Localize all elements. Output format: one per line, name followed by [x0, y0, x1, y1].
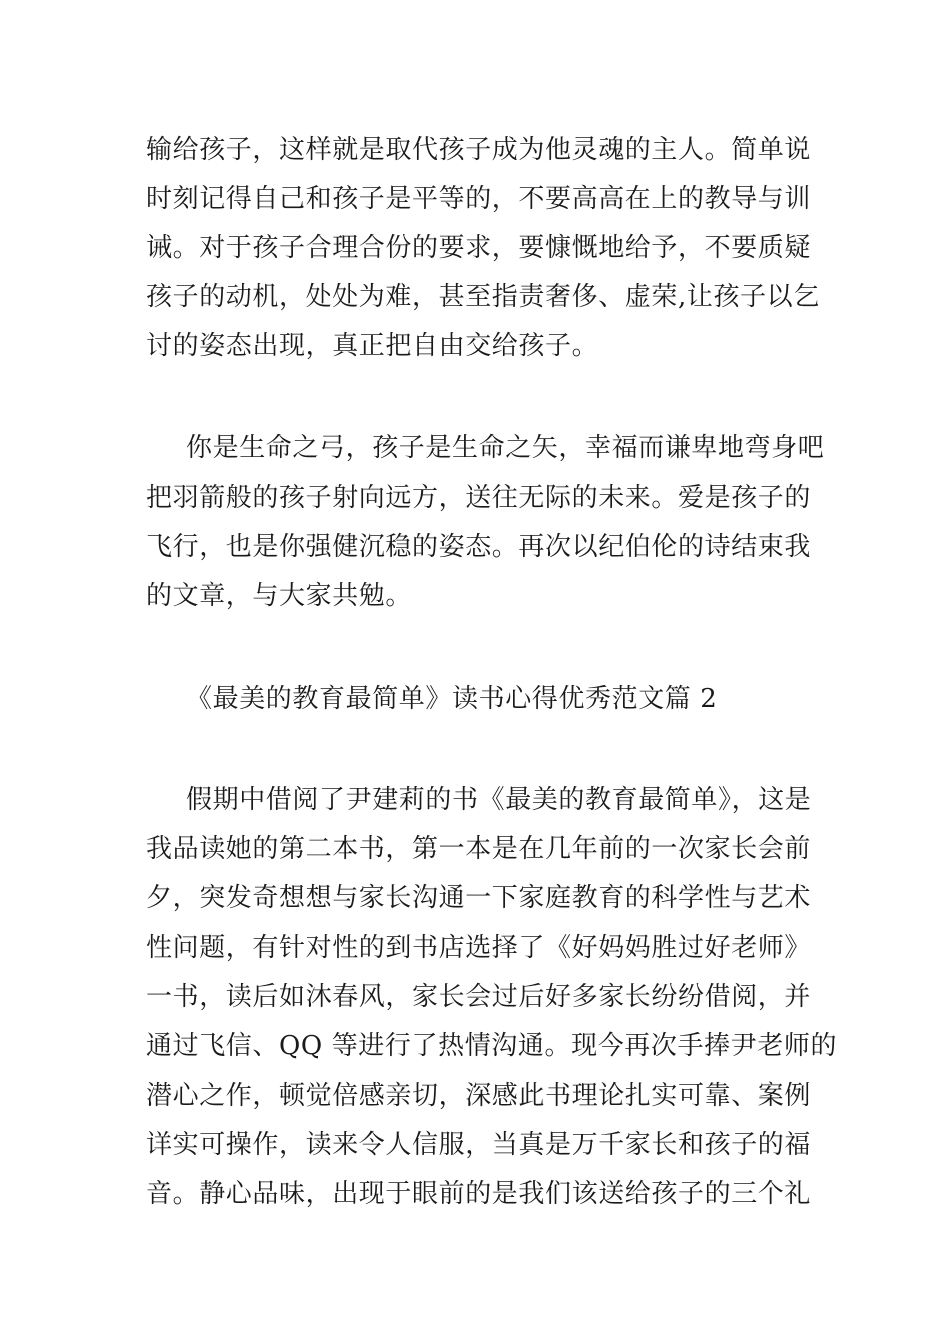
text-line: 假期中借阅了尹建莉的书《最美的教育最简单》，这是	[186, 785, 812, 815]
text-line: 潜心之作，顿觉倍感亲切，深感此书理论扎实可靠、案例	[146, 1081, 812, 1111]
text-line: 详实可操作，读来令人信服，当真是万千家长和孩子的福	[146, 1130, 812, 1160]
text-line: 夕，突发奇想想与家长沟通一下家庭教育的科学性与艺术	[146, 883, 812, 913]
text-line: 我品读她的第二本书，第一本是在几年前的一次家长会前	[146, 834, 812, 864]
text-line: 时刻记得自己和孩子是平等的，不要高高在上的教导与训	[146, 184, 812, 214]
text-line: 讨的姿态出现，真正把自由交给孩子。	[146, 331, 599, 361]
text-line: 性问题，有针对性的到书店选择了《好妈妈胜过好老师》	[146, 933, 812, 963]
text-line: 一书，读后如沐春风，家长会过后好多家长纷纷借阅，并	[146, 982, 812, 1012]
text-line: 音。静心品味，出现于眼前的是我们该送给孩子的三个礼	[146, 1179, 812, 1209]
text-line: 把羽箭般的孩子射向远方，送往无际的未来。爱是孩子的	[146, 483, 812, 513]
text-line: 的文章，与大家共勉。	[146, 581, 413, 611]
text-line: 你是生命之弓，孩子是生命之矢，幸福而谦卑地弯身吧	[186, 433, 825, 463]
text-line: 孩子的动机，处处为难，甚至指责奢侈、虚荣,让孩子以乞	[146, 282, 820, 312]
text-line: 通过飞信、QQ 等进行了热情沟通。现今再次手捧尹老师的	[146, 1031, 838, 1061]
text-line: 诫。对于孩子合理合份的要求，要慷慨地给予，不要质疑	[146, 233, 812, 263]
text-line: 输给孩子，这样就是取代孩子成为他灵魂的主人。简单说	[146, 135, 812, 165]
text-line: 飞行，也是你强健沉稳的姿态。再次以纪伯伦的诗结束我	[146, 532, 812, 562]
section-heading: 《最美的教育最简单》读书心得优秀范文篇 2	[186, 684, 718, 714]
